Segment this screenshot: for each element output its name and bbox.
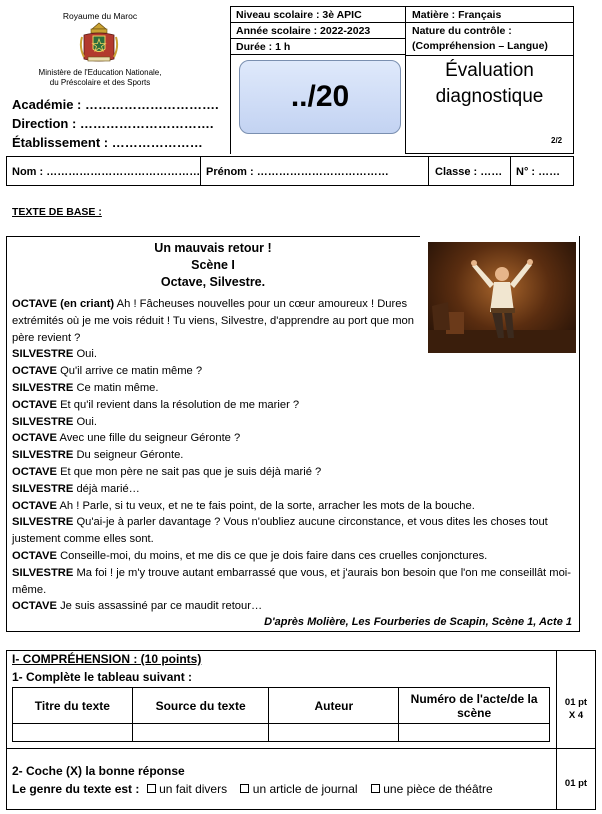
- line-text: Ah ! Fâcheuses nouvelles pour un cœur amoureux ! Dures extrémités où je me vois réduit ! Tu viens, Silvestre, d'apprendre au port que mon père revient ?: [12, 298, 414, 344]
- option-label: un article de journal: [252, 782, 358, 796]
- speaker: OCTAVE: [12, 499, 57, 512]
- evaluation-title-line-1: Évaluation: [445, 60, 534, 81]
- text-source: D'après Molière, Les Fourberies de Scapin, Scène 1, Acte 1: [264, 616, 572, 628]
- dialogue-line: [12, 514, 574, 548]
- divider: [510, 156, 511, 186]
- line-text: Ah ! Parle, si tu veux, et ne te fais point, de la sorte, arracher les mots de la bouche.: [56, 499, 475, 512]
- section-label: TEXTE DE BASE :: [12, 206, 102, 218]
- direction-field[interactable]: Direction : ………………………….: [12, 116, 214, 131]
- option-checkbox[interactable]: [371, 784, 380, 793]
- line-text: Et que mon père ne sait pas que je suis déjà marié ?: [56, 465, 322, 478]
- text-scene: Scène I: [191, 258, 235, 272]
- academie-field[interactable]: Académie : ………………………….: [12, 97, 219, 112]
- nature-label: Nature du contrôle :: [412, 25, 512, 37]
- line-text: Avec une fille du seigneur Géronte ?: [56, 432, 241, 445]
- info-table: [12, 687, 550, 742]
- divider: [556, 650, 557, 810]
- table-cell[interactable]: [132, 724, 269, 742]
- ministry-label: [10, 68, 190, 88]
- royal-emblem-icon: [78, 21, 120, 63]
- evaluation-title: [405, 58, 574, 110]
- option-checkbox[interactable]: [147, 784, 156, 793]
- dialogue-line: [12, 548, 574, 565]
- speaker: SILVESTRE: [12, 566, 74, 579]
- table-cell[interactable]: [399, 724, 550, 742]
- divider: [428, 156, 429, 186]
- line-text: Du seigneur Géronte.: [73, 449, 184, 462]
- speaker: OCTAVE: [12, 365, 57, 378]
- table-cell[interactable]: [269, 724, 399, 742]
- classe-field[interactable]: Classe : ……: [435, 166, 503, 178]
- text-title: Un mauvais retour !: [154, 241, 272, 255]
- dialogue-line: [12, 380, 574, 397]
- speaker: OCTAVE: [12, 600, 57, 613]
- dialogue-line: [12, 498, 574, 515]
- line-text: Et qu'il revient dans la résolution de me marier ?: [56, 398, 300, 411]
- table-header: Auteur: [269, 688, 399, 724]
- text-characters: Octave, Silvestre.: [160, 275, 266, 289]
- evaluation-title-line-2: diagnostique: [435, 86, 544, 107]
- q2-prompt: Le genre du texte est :: [12, 782, 140, 796]
- divider: [405, 55, 574, 56]
- speaker: SILVESTRE: [12, 415, 74, 428]
- speaker: SILVESTRE: [12, 381, 74, 394]
- line-text: Ma foi ! je m'y trouve autant embarrassé que vous, et j'aurais bon besoin que l'on me conseillât moi-même.: [12, 566, 572, 596]
- line-text: Oui.: [73, 348, 97, 361]
- dialogue-line: [12, 346, 574, 363]
- speaker: SILVESTRE: [12, 516, 74, 529]
- speaker: SILVESTRE: [12, 482, 74, 495]
- kingdom-label: Royaume du Maroc: [62, 11, 138, 21]
- speaker: OCTAVE: [12, 398, 57, 411]
- dialogue-line: [12, 598, 574, 615]
- table-cell[interactable]: [13, 724, 133, 742]
- speaker: SILVESTRE: [12, 348, 74, 361]
- line-text: Je suis assassiné par ce maudit retour…: [56, 600, 263, 613]
- speaker: OCTAVE: [12, 432, 57, 445]
- q2-answer-row: [12, 782, 493, 796]
- line-text: Oui.: [73, 415, 97, 428]
- niveau-label: Niveau scolaire : 3è APIC: [236, 9, 362, 21]
- divider: [6, 748, 596, 749]
- speaker: OCTAVE: [12, 465, 57, 478]
- table-header: Numéro de l'acte/de la scène: [399, 688, 550, 724]
- ministry-line-2: du Préscolaire et des Sports: [49, 78, 151, 87]
- line-text: Ce matin même.: [73, 381, 159, 394]
- page-number: 2/2: [551, 136, 563, 145]
- matiere-label: Matière : Français: [412, 9, 502, 21]
- dialogue-line: [12, 397, 574, 414]
- annee-label: Année scolaire : 2022-2023: [236, 25, 371, 37]
- q1-points-line-1: 01 pt: [564, 697, 588, 708]
- divider: [6, 236, 420, 237]
- etablissement-field[interactable]: Établissement : …………………: [12, 135, 203, 150]
- dialogue-line: [12, 296, 420, 346]
- dialogue-line: [12, 447, 574, 464]
- speaker: OCTAVE: [12, 549, 57, 562]
- line-text: Conseille-moi, du moins, et me dis ce que je dois faire dans ces cruelles conjonctures.: [56, 549, 488, 562]
- line-text: Qu'ai-je à parler davantage ? Vous n'oubliez aucune circonstance, et vous dites les choses tout justement comme elles sont.: [12, 516, 548, 546]
- divider: [405, 22, 574, 23]
- line-text: déjà marié…: [73, 482, 140, 495]
- dialogue-line: [12, 414, 574, 431]
- speaker: OCTAVE (en criant): [12, 298, 115, 310]
- question-2: 2- Coche (X) la bonne réponse: [12, 764, 185, 778]
- table-row: [13, 724, 550, 742]
- line-text: Qu'il arrive ce matin même ?: [56, 365, 203, 378]
- numero-field[interactable]: N° : ……: [516, 166, 561, 178]
- table-header: Source du texte: [132, 688, 269, 724]
- duree-label: Durée : 1 h: [236, 41, 291, 53]
- divider: [230, 22, 406, 23]
- prenom-field[interactable]: Prénom : ………………………………: [206, 166, 389, 178]
- dialogue-line: [12, 565, 574, 599]
- q2-points: 01 pt: [564, 778, 588, 789]
- option-checkbox[interactable]: [240, 784, 249, 793]
- q1-points-line-2: X 4: [568, 710, 584, 721]
- dialogue-line: [12, 430, 574, 447]
- question-1: 1- Complète le tableau suivant :: [12, 670, 193, 684]
- dialogue-line: [12, 464, 574, 481]
- score-box[interactable]: ../20: [239, 60, 401, 134]
- divider: [230, 54, 406, 55]
- divider: [230, 38, 406, 39]
- comprehension-title: I- COMPRÉHENSION : (10 points): [12, 652, 202, 666]
- option-label: une pièce de théâtre: [383, 782, 493, 796]
- dialogue-line: [12, 481, 574, 498]
- table-header-row: [13, 688, 550, 724]
- text-heading: [108, 240, 318, 291]
- option-label: un fait divers: [159, 782, 228, 796]
- dialogue: [12, 296, 574, 615]
- nature-value: (Compréhension – Langue): [412, 40, 548, 52]
- q1-points: [558, 696, 594, 722]
- speaker: SILVESTRE: [12, 449, 74, 462]
- ministry-line-1: Ministère de l'Education Nationale,: [38, 68, 162, 77]
- nom-field[interactable]: Nom : ……………………………………: [12, 166, 201, 178]
- dialogue-line: [12, 363, 574, 380]
- table-header: Titre du texte: [13, 688, 133, 724]
